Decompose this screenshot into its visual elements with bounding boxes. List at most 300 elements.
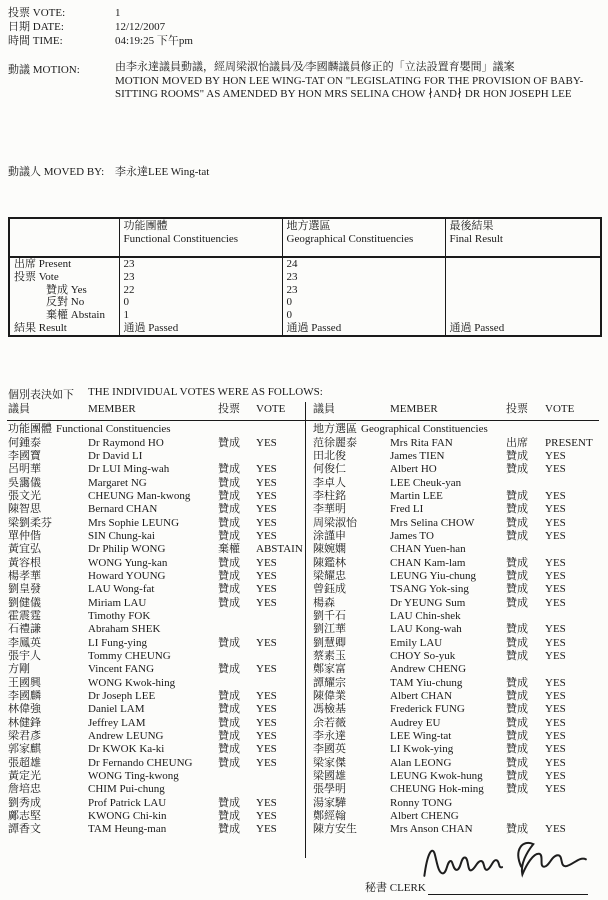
member-name-zh: 楊森 (313, 596, 335, 609)
member-col-zh: 議員 (8, 403, 30, 415)
member-row (313, 637, 608, 650)
member-row (313, 663, 608, 676)
member-name-zh: 李永達 (313, 730, 346, 743)
member-name-en: Fred LI (390, 503, 424, 516)
member-name-en: Dr YEUNG Sum (390, 596, 466, 609)
date-value: 12/12/2007 (115, 21, 166, 33)
member-row (313, 543, 608, 556)
member-vote-zh: 贊成 (506, 529, 528, 542)
member-vote-zh: 贊成 (218, 476, 240, 489)
member-name-en: Miriam LAU (88, 596, 147, 609)
member-vote-en: YES (545, 463, 566, 476)
vote-number-value: 1 (115, 7, 121, 19)
member-name-en: Howard YOUNG (88, 569, 166, 582)
member-row (8, 730, 305, 743)
member-name-zh: 吳靄儀 (8, 476, 41, 489)
summary-cell: 0 (119, 296, 282, 309)
member-vote-en (545, 663, 608, 676)
summary-cell (445, 257, 601, 271)
member-row (313, 437, 608, 450)
member-vote-en: YES (545, 783, 566, 796)
member-vote-zh: 贊成 (506, 676, 528, 689)
member-vote-zh: 出席 (506, 436, 528, 449)
member-vote-zh: 贊成 (218, 529, 240, 542)
member-name-zh: 李柱銘 (313, 489, 346, 502)
summary-header-empty (9, 218, 119, 257)
member-name-zh: 詹培忠 (8, 783, 41, 796)
clerk-signature-line (365, 880, 588, 895)
member-name-en: Martin LEE (390, 489, 443, 502)
member-name-en: Andrew LEUNG (88, 730, 164, 743)
member-vote-zh (506, 610, 545, 623)
member-name-en: SIN Chung-kai (88, 529, 155, 542)
summary-cell (445, 296, 601, 309)
summary-table (8, 217, 602, 337)
member-row (313, 477, 608, 490)
member-vote-en: YES (256, 489, 277, 502)
vote-info-block (8, 6, 193, 48)
member-name-en: Dr David LI (88, 449, 143, 462)
summary-cell: 0 (282, 309, 445, 322)
member-name-en: Margaret NG (88, 476, 147, 489)
moved-by-block (8, 163, 209, 179)
member-vote-zh (506, 477, 545, 490)
member-name-zh: 陳婉嫻 (313, 543, 346, 556)
member-vote-zh (506, 810, 545, 823)
member-name-en: LEE Cheuk-yan (390, 476, 462, 489)
individual-votes-title (8, 386, 323, 402)
member-name-en: TSANG Yok-sing (390, 583, 469, 596)
member-vote-zh: 贊成 (506, 623, 528, 636)
member-vote-en: YES (256, 596, 277, 609)
time-value: 04:19:25 下午pm (115, 35, 193, 47)
member-row (313, 530, 608, 543)
member-vote-zh: 贊成 (218, 569, 240, 582)
member-vote-en: YES (545, 569, 566, 582)
member-vote-zh: 贊成 (506, 503, 528, 516)
summary-cell: 反對 No (46, 296, 85, 309)
member-row (8, 557, 305, 570)
member-vote-en (545, 543, 608, 556)
member-row (8, 797, 305, 810)
member-name-zh: 方剛 (8, 663, 30, 676)
member-vote-en: YES (545, 716, 566, 729)
member-name-en: WONG Yung-kan (88, 556, 168, 569)
member-name-zh: 黃定光 (8, 770, 41, 783)
member-name-zh: 石禮謙 (8, 623, 41, 636)
clerk-label: 秘書 CLERK (365, 882, 426, 894)
member-row (8, 637, 305, 650)
member-name-zh: 涂謹申 (313, 529, 346, 542)
member-name-en: CHAN Kam-lam (390, 556, 466, 569)
member-name-zh: 王國興 (8, 676, 41, 689)
summary-cell: 通過 Passed (282, 322, 445, 336)
member-vote-zh: 贊成 (506, 743, 528, 756)
member-row (313, 517, 608, 530)
member-name-en: CHEUNG Man-kwong (88, 489, 191, 502)
member-name-zh: 張超雄 (8, 756, 41, 769)
member-list-right (313, 437, 608, 837)
member-row (8, 703, 305, 716)
member-name-zh: 陳方安生 (313, 823, 357, 836)
member-row (8, 570, 305, 583)
summary-cell (445, 284, 601, 297)
member-name-zh: 余若薇 (313, 716, 346, 729)
summary-cell: 1 (119, 309, 282, 322)
member-name-en: Mrs Anson CHAN (390, 823, 473, 836)
summary-cell: 出席 Present (14, 258, 72, 270)
member-name-en: Timothy FOK (88, 609, 151, 622)
member-row (313, 703, 608, 716)
member-row (8, 583, 305, 596)
member-name-en: WONG Kwok-hing (88, 676, 176, 689)
member-name-en: Dr LUI Ming-wah (88, 463, 170, 476)
member-vote-en: YES (256, 476, 277, 489)
member-vote-zh: 贊成 (506, 716, 528, 729)
member-vote-en: YES (545, 503, 566, 516)
member-name-zh: 霍震霆 (8, 609, 41, 622)
member-vote-zh: 贊成 (506, 596, 528, 609)
member-name-zh: 劉皇發 (8, 583, 41, 596)
member-vote-en: YES (256, 730, 277, 743)
member-vote-en: YES (256, 810, 277, 823)
member-vote-zh (218, 623, 256, 636)
member-name-zh: 劉慧卿 (313, 636, 346, 649)
motion-block (8, 61, 608, 102)
motion-text-zh: 由李永達議員動議，經周梁淑怡議員∕及∕李國麟議員修正的「立法設置育嬰間」議案 (115, 61, 515, 73)
member-name-en: Albert HO (390, 463, 437, 476)
member-vote-en: PRESENT (545, 436, 593, 449)
member-vote-en: YES (545, 703, 566, 716)
member-name-zh: 黃宜弘 (8, 543, 41, 556)
member-name-en: LAU Chin-shek (390, 609, 461, 622)
member-row (8, 650, 305, 663)
member-vote-zh: 贊成 (506, 569, 528, 582)
summary-cell: 23 (119, 271, 282, 284)
member-vote-en (256, 783, 305, 796)
member-name-zh: 李鳳英 (8, 636, 41, 649)
member-vote-en: ABSTAIN (256, 543, 303, 556)
member-vote-zh: 贊成 (218, 823, 240, 836)
member-name-en: Ronny TONG (390, 796, 453, 809)
member-name-en: Prof Patrick LAU (88, 796, 167, 809)
member-name-zh: 劉健儀 (8, 596, 41, 609)
functional-votes-column (0, 402, 305, 858)
summary-header-geographical: 地方選區 Geographical Constituencies (282, 218, 445, 257)
member-vote-zh (506, 663, 545, 676)
member-vote-zh: 贊成 (506, 703, 528, 716)
member-vote-en: YES (545, 449, 566, 462)
member-row (313, 717, 608, 730)
member-vote-zh (218, 770, 256, 783)
member-name-en: Dr Joseph LEE (88, 690, 156, 703)
member-vote-en (256, 650, 305, 663)
member-row (8, 690, 305, 703)
member-name-zh: 張文光 (8, 489, 41, 502)
member-row (8, 757, 305, 770)
member-row (313, 597, 608, 610)
member-row (8, 623, 305, 636)
summary-cell: 贊成 Yes (46, 283, 87, 296)
member-vote-zh: 贊成 (506, 650, 528, 662)
member-vote-zh: 贊成 (218, 516, 240, 529)
member-vote-zh: 贊成 (218, 636, 240, 649)
member-vote-zh: 贊成 (218, 463, 240, 476)
member-row (8, 783, 305, 796)
member-name-zh: 陳偉業 (313, 690, 346, 703)
summary-row (9, 309, 601, 322)
member-name-zh: 梁劉柔芬 (8, 516, 52, 529)
summary-row (9, 322, 601, 336)
summary-cell (445, 309, 601, 322)
summary-cell: 0 (282, 296, 445, 309)
member-name-en: Mrs Rita FAN (390, 436, 453, 449)
member-vote-zh: 贊成 (506, 556, 528, 569)
member-name-zh: 楊孝華 (8, 569, 41, 582)
votes-header-rule (7, 420, 599, 421)
member-name-en: Albert CHAN (390, 690, 453, 703)
member-row (8, 810, 305, 823)
member-vote-zh: 贊成 (218, 489, 240, 502)
member-vote-en: YES (545, 730, 566, 743)
member-row (8, 477, 305, 490)
member-row (313, 450, 608, 463)
member-name-en: James TO (390, 529, 434, 542)
member-name-zh: 陳智思 (8, 503, 41, 516)
member-vote-en: YES (545, 529, 566, 542)
member-vote-zh: 贊成 (506, 770, 528, 783)
member-name-en: Jeffrey LAM (88, 716, 146, 729)
member-vote-en: YES (256, 503, 277, 516)
member-name-zh: 田北俊 (313, 449, 346, 462)
geographical-votes-column (305, 402, 608, 858)
member-name-zh: 鄭家富 (313, 663, 346, 676)
vote-col-en: VOTE (545, 403, 575, 415)
member-vote-zh: 贊成 (218, 716, 240, 729)
member-name-en: Albert CHENG (390, 810, 459, 823)
member-vote-zh (218, 783, 256, 796)
member-vote-zh: 贊成 (218, 690, 240, 703)
member-name-zh: 何俊仁 (313, 463, 346, 476)
member-name-en: LAU Wong-fat (88, 583, 155, 596)
member-vote-zh: 贊成 (218, 663, 240, 676)
member-vote-zh: 贊成 (506, 756, 528, 769)
member-vote-en (545, 810, 608, 823)
member-name-zh: 譚香文 (8, 823, 41, 836)
summary-cell: 22 (119, 284, 282, 297)
member-name-zh: 陳鑑林 (313, 556, 346, 569)
member-row (8, 597, 305, 610)
member-vote-zh (506, 797, 545, 810)
member-name-zh: 何鍾泰 (8, 436, 41, 449)
member-name-zh: 梁耀忠 (313, 569, 346, 582)
member-row (8, 743, 305, 756)
member-vote-en (545, 477, 608, 490)
member-vote-en: YES (545, 676, 566, 689)
member-name-en: Andrew CHENG (390, 663, 467, 676)
member-vote-en: YES (545, 756, 566, 769)
vote-col-zh: 投票 (218, 403, 240, 415)
summary-row (9, 271, 601, 284)
member-vote-zh: 贊成 (218, 810, 240, 823)
member-name-zh: 李國寶 (8, 449, 41, 462)
date-label: 日期 DATE: (8, 21, 64, 33)
member-vote-en: YES (256, 436, 277, 449)
member-name-en: Alan LEONG (390, 756, 452, 769)
summary-cell: 棄權 Abstain (46, 309, 105, 322)
member-name-en: Mrs Sophie LEUNG (88, 516, 180, 529)
member-row (313, 650, 608, 663)
member-row (8, 490, 305, 503)
member-name-en: Mrs Selina CHOW (390, 516, 475, 529)
member-name-en: WONG Ting-kwong (88, 770, 179, 783)
summary-cell: 23 (282, 271, 445, 284)
member-vote-zh (218, 610, 256, 623)
member-vote-en: YES (256, 463, 277, 476)
member-vote-en: YES (545, 650, 566, 662)
member-name-zh: 張學明 (313, 783, 346, 796)
member-vote-en: YES (256, 556, 277, 569)
member-name-zh: 梁君彥 (8, 730, 41, 743)
member-name-zh: 黃容根 (8, 556, 41, 569)
member-row (8, 717, 305, 730)
member-vote-zh: 贊成 (506, 583, 528, 596)
summary-cell: 結果 Result (14, 321, 67, 334)
member-name-en: CHIM Pui-chung (88, 783, 165, 796)
member-name-zh: 湯家驊 (313, 796, 346, 809)
member-vote-en: YES (256, 569, 277, 582)
summary-header-functional: 功能團體 Functional Constituencies (119, 218, 282, 257)
geographical-section-header: 地方選區 Geographical Constituencies (313, 423, 488, 435)
vote-col-en: VOTE (256, 403, 286, 415)
motion-text-en: MOTION MOVED BY HON LEE WING-TAT ON "LEGISLATING FOR THE PROVISION OF BABY-SITTING ROOMS" AS AMENDED BY HON MRS SELINA CHOW ∤AND∤ DR HON JOSEPH LEE (115, 74, 584, 101)
member-name-en: Tommy CHEUNG (88, 650, 171, 662)
individual-votes-title-en: THE INDIVIDUAL VOTES WERE AS FOLLOWS: (88, 386, 323, 398)
member-row (8, 437, 305, 450)
member-vote-zh (506, 543, 545, 556)
member-vote-zh: 贊成 (506, 516, 528, 529)
member-vote-zh: 贊成 (506, 636, 528, 649)
member-name-zh: 單仲偕 (8, 529, 41, 542)
member-row (8, 517, 305, 530)
member-vote-en: YES (256, 636, 277, 649)
member-vote-en: YES (256, 756, 277, 769)
member-vote-zh: 贊成 (218, 556, 240, 569)
member-vote-zh: 贊成 (218, 730, 240, 743)
member-vote-en: YES (545, 489, 566, 502)
member-vote-zh: 棄權 (218, 543, 240, 556)
member-name-en: TAM Yiu-chung (390, 676, 463, 689)
member-name-zh: 鄺志堅 (8, 810, 41, 823)
member-name-zh: 曾鈺成 (313, 583, 346, 596)
member-vote-en: YES (256, 743, 277, 756)
member-vote-en: YES (256, 690, 277, 703)
member-row (8, 663, 305, 676)
member-row (8, 677, 305, 690)
member-name-zh: 李卓人 (313, 476, 346, 489)
member-vote-zh: 贊成 (506, 783, 528, 796)
summary-table-body (9, 257, 601, 336)
member-vote-zh: 贊成 (506, 730, 528, 743)
member-vote-zh: 贊成 (218, 583, 240, 596)
member-name-en: LAU Kong-wah (390, 623, 462, 636)
functional-section-header: 功能團體 Functional Constituencies (8, 423, 171, 435)
motion-label: 動議 MOTION: (8, 64, 80, 76)
member-vote-zh: 贊成 (218, 796, 240, 809)
member-name-zh: 劉江華 (313, 623, 346, 636)
member-vote-en: YES (256, 796, 277, 809)
member-row (313, 730, 608, 743)
member-row (313, 490, 608, 503)
member-name-zh: 梁家傑 (313, 756, 346, 769)
member-name-zh: 李國英 (313, 743, 346, 756)
member-vote-zh: 贊成 (506, 463, 528, 476)
member-name-en: KWONG Chi-kin (88, 810, 167, 823)
moved-by-value: 李永達LEE Wing-tat (115, 166, 210, 178)
member-name-en: Dr KWOK Ka-ki (88, 743, 165, 756)
member-row (313, 610, 608, 623)
votes-column-header (313, 402, 608, 419)
member-name-en: Bernard CHAN (88, 503, 158, 516)
member-name-zh: 劉秀成 (8, 796, 41, 809)
member-name-en: Audrey EU (390, 716, 441, 729)
member-name-en: LI Fung-ying (88, 636, 147, 649)
member-name-en: Daniel LAM (88, 703, 145, 716)
member-name-zh: 范徐麗泰 (313, 436, 357, 449)
summary-row (9, 284, 601, 297)
member-vote-zh: 贊成 (218, 743, 240, 756)
summary-header-final: 最後結果 Final Result (445, 218, 601, 257)
member-name-en: CHAN Yuen-han (390, 543, 466, 556)
moved-by-label: 動議人 MOVED BY: (8, 166, 105, 178)
member-name-en: Vincent FANG (88, 663, 155, 676)
member-name-zh: 李國麟 (8, 690, 41, 703)
individual-votes-title-zh: 個別表決如下 (8, 389, 74, 401)
member-name-zh: 馮檢基 (313, 703, 346, 716)
member-name-en: CHEUNG Hok-ming (390, 783, 484, 796)
member-vote-zh: 贊成 (506, 449, 528, 462)
member-row (313, 690, 608, 703)
member-vote-en (256, 770, 305, 783)
member-vote-en: YES (256, 663, 277, 676)
member-row (8, 530, 305, 543)
member-row (313, 570, 608, 583)
member-row (8, 503, 305, 516)
member-row (313, 677, 608, 690)
member-vote-zh: 贊成 (218, 436, 240, 449)
member-vote-en: YES (545, 770, 566, 783)
member-row (313, 770, 608, 783)
signature-underline (428, 881, 588, 895)
member-vote-en: YES (545, 823, 566, 836)
member-name-en: Abraham SHEK (88, 623, 161, 636)
motion-text (115, 61, 608, 102)
member-name-en: Frederick FUNG (390, 703, 465, 716)
member-name-en: James TIEN (390, 449, 445, 462)
summary-cell: 23 (282, 284, 445, 297)
member-row (313, 810, 608, 823)
member-vote-zh: 贊成 (506, 823, 528, 836)
member-vote-en: YES (545, 596, 566, 609)
member-name-zh: 林偉強 (8, 703, 41, 716)
member-vote-en: YES (256, 516, 277, 529)
member-vote-zh: 贊成 (218, 503, 240, 516)
vote-number-label: 投票 VOTE: (8, 7, 66, 19)
member-row (313, 623, 608, 636)
votes-column-header (8, 402, 305, 419)
member-vote-en (256, 450, 305, 463)
time-label: 時間 TIME: (8, 35, 63, 47)
